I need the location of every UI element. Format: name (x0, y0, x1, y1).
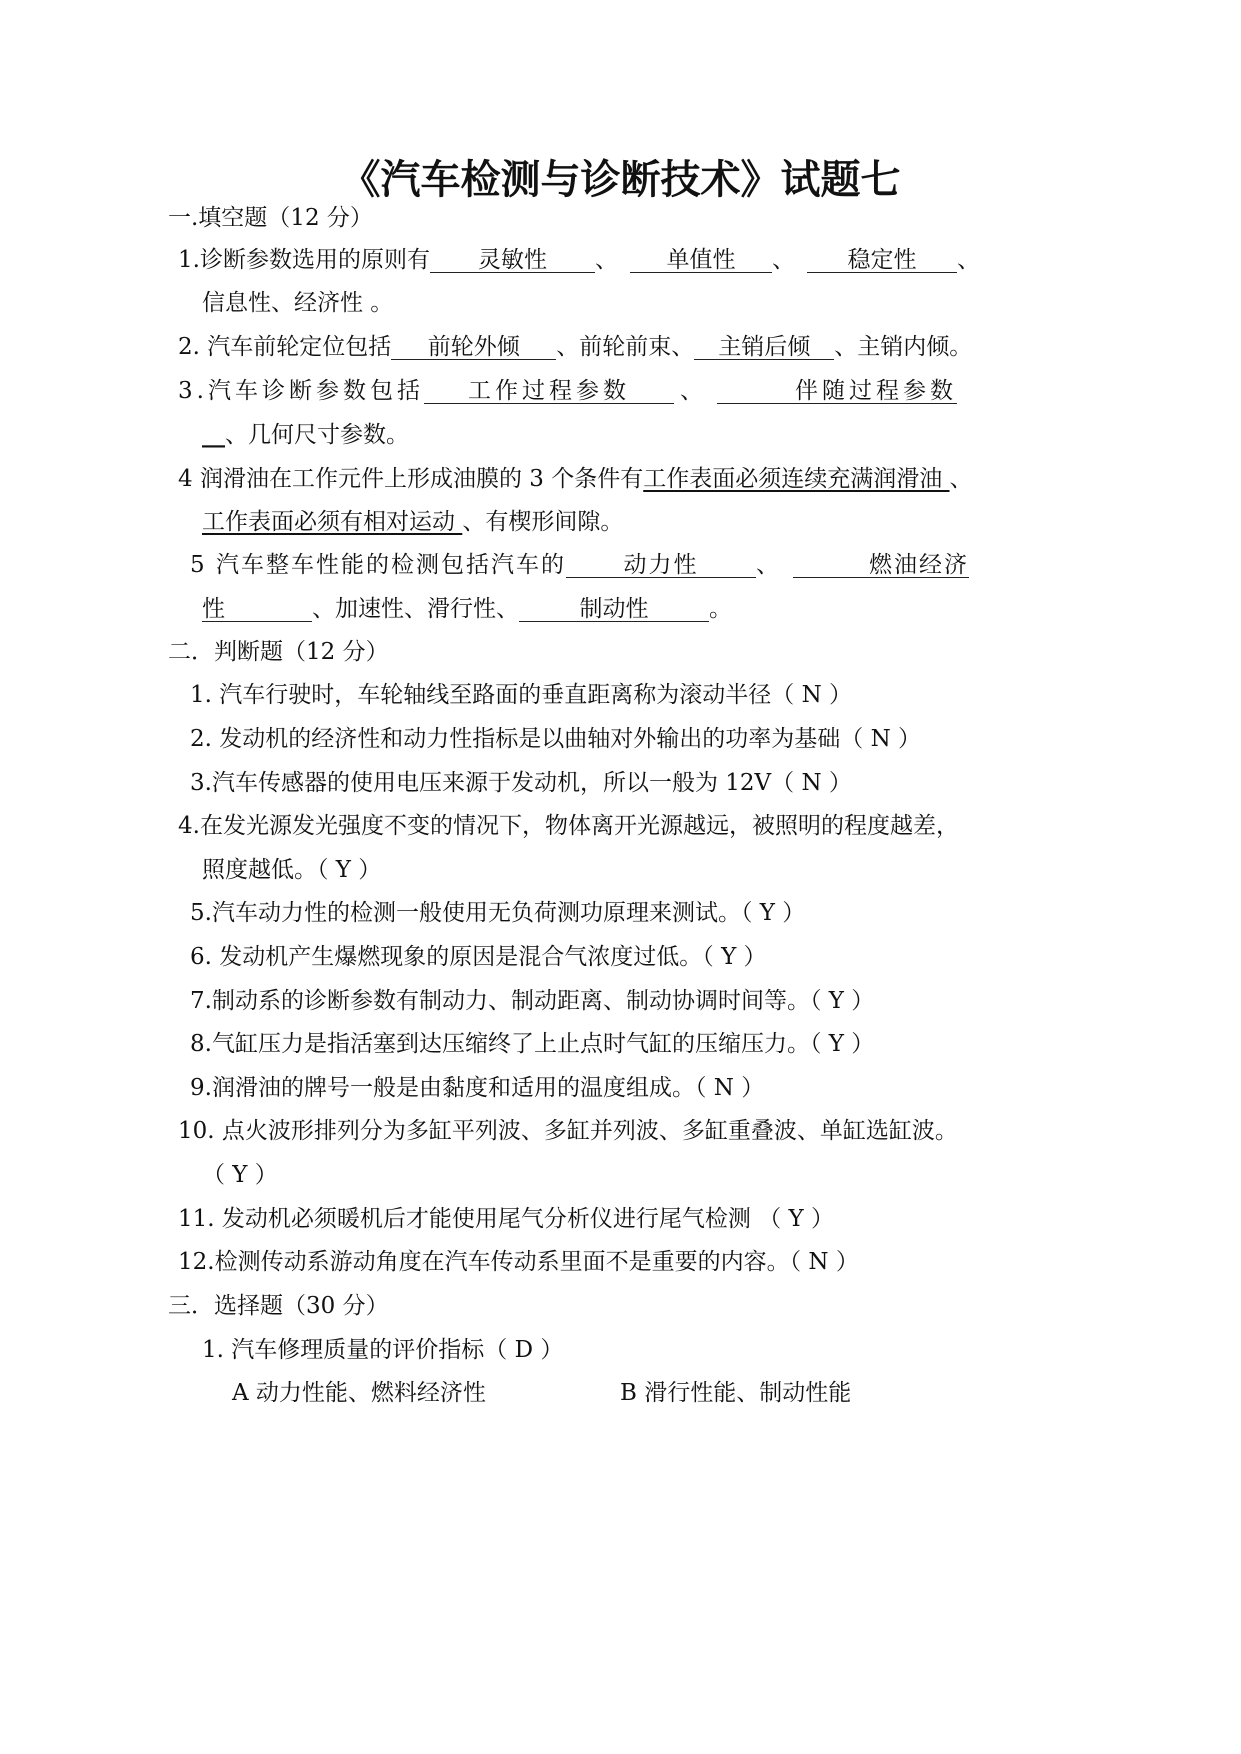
judge-item-11: 11. 发动机必须暖机后才能使用尾气分析仪进行尾气检测 （ Y ） (178, 1206, 835, 1232)
q1-answer-3: 稳定性 (807, 248, 957, 273)
q4-suffix: 、有楔形间隙。 (462, 509, 624, 535)
judge-item-6: 6. 发动机产生爆燃现象的原因是混合气浓度过低。（ Y ） (190, 944, 767, 970)
fill-question-3 (178, 376, 957, 406)
fill-question-4 (178, 464, 973, 494)
judge-item-1: 1. 汽车行驶时，车轮轴线至路面的垂直距离称为滚动半径（ N ） (190, 682, 853, 708)
q2-answer-2: 主销后倾 (694, 335, 834, 360)
q1-answer-1: 灵敏性 (430, 248, 595, 273)
q2-mid: 、前轮前束、 (556, 334, 695, 360)
q3-answer-1: 工作过程参数 (424, 379, 674, 404)
q2-answer-1: 前轮外倾 (391, 335, 556, 360)
q3-cont-text: 、几何尺寸参数。 (225, 422, 409, 448)
q5-suffix: 。 (709, 596, 732, 622)
q1-prefix: 1.诊断参数选用的原则有 (178, 247, 430, 273)
fill-question-2 (178, 332, 972, 362)
q5-answer-2-part1: 燃油经济 (793, 553, 969, 578)
q1-continuation: 信息性、经济性 。 (202, 290, 394, 316)
q2-prefix: 2. 汽车前轮定位包括 (178, 334, 392, 360)
judge-item-12: 12.检测传动系游动角度在汽车传动系里面不是重要的内容。（ N ） (178, 1249, 859, 1275)
q5-answer-1: 动力性 (566, 553, 756, 578)
q5-sep: 、 (755, 552, 781, 578)
judge-item-10-continuation: （ Y ） (202, 1162, 278, 1188)
fill-question-1 (178, 245, 980, 275)
judge-item-7: 7.制动系的诊断参数有制动力、制动距离、制动协调时间等。（ Y ） (190, 988, 875, 1014)
q1-sep3: 、 (956, 247, 980, 273)
q4-continuation (202, 507, 623, 537)
choice-option-b: B 滑行性能、制动性能 (620, 1380, 852, 1406)
q3-sep: 、 (679, 378, 707, 404)
judge-item-8: 8.气缸压力是指活塞到达压缩终了上止点时气缸的压缩压力。（ Y ） (190, 1031, 875, 1057)
q4-answer-1: 工作表面必须连续充满润滑油 (643, 466, 950, 492)
judge-item-4: 4.在发光源发光强度不变的情况下，物体离开光源越远，被照明的程度越差， (178, 813, 959, 839)
q4-sep: 、 (949, 466, 973, 492)
choice-question-1: 1. 汽车修理质量的评价指标（ D ） (202, 1337, 564, 1363)
fill-question-5 (190, 550, 969, 580)
judge-item-5: 5.汽车动力性的检测一般使用无负荷测功原理来测试。（ Y ） (190, 900, 806, 926)
q3-answer-2: 伴随过程参数 (717, 379, 957, 404)
judge-item-4-continuation: 照度越低。（ Y ） (202, 857, 382, 883)
q4-prefix: 4 润滑油在工作元件上形成油膜的 3 个条件有 (178, 466, 644, 492)
q5-mid: 、加速性、滑行性、 (312, 596, 519, 622)
q5-prefix: 5 汽车整车性能的检测包括汽车的 (190, 552, 566, 578)
q4-answer-2: 工作表面必须有相对运动 (202, 509, 463, 535)
section3-heading: 三．选择题（30 分） (168, 1293, 389, 1319)
choice-option-a: A 动力性能、燃料经济性 (232, 1380, 486, 1406)
judge-item-9: 9.润滑油的牌号一般是由黏度和适用的温度组成。（ N ） (190, 1075, 765, 1101)
section2-heading: 二．判断题（12 分） (168, 639, 389, 665)
judge-item-2: 2. 发动机的经济性和动力性指标是以曲轴对外输出的功率为基础（ N ） (190, 726, 922, 752)
q3-cont-blank: __ (202, 421, 225, 448)
judge-item-10: 10. 点火波形排列分为多缸平列波、多缸并列波、多缸重叠波、单缸选缸波。 (178, 1118, 958, 1144)
page-title: 《汽车检测与诊断技术》试题七 (340, 157, 901, 203)
judge-item-3: 3.汽车传感器的使用电压来源于发动机，所以一般为 12V（ N ） (190, 770, 852, 796)
section1-heading: 一.填空题（12 分） (168, 205, 373, 231)
q2-suffix: 、主销内倾。 (834, 334, 973, 360)
q1-sep2: 、 (771, 247, 795, 273)
q3-continuation (202, 420, 409, 450)
q5-continuation (202, 594, 732, 624)
q1-answer-2: 单值性 (630, 248, 772, 273)
q5-answer-3: 制动性 (519, 597, 709, 622)
q1-sep1: 、 (594, 247, 618, 273)
q3-prefix: 3.汽车诊断参数包括 (178, 378, 424, 404)
q5-answer-2-part2: 性 (202, 597, 312, 622)
